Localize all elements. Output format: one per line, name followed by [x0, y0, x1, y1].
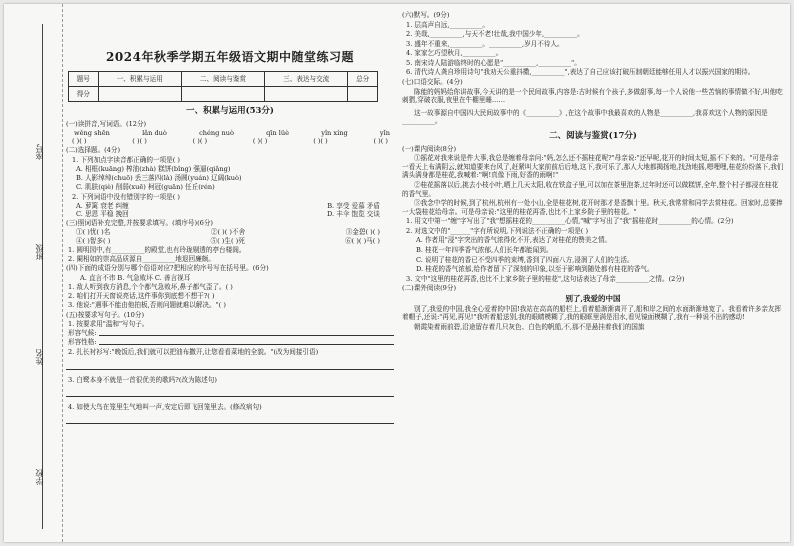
reading-1-q2-option: A. 作者用"浸"字突出的香气浓得化不开,表达了对桂花的赞美之情。: [416, 236, 612, 245]
q5-1-stem: 1. 按要求用"温和"写句子。: [68, 319, 149, 328]
q3-item[interactable]: ②( )( )不舍: [210, 228, 246, 237]
q2-1-stem: 1. 下列加点字读音都正确的一项是( ): [72, 155, 180, 164]
q3-item[interactable]: ⑤( )生( )死: [210, 236, 245, 245]
score-table: [68, 71, 378, 102]
score-row-label: 得分: [69, 87, 99, 102]
answer-box[interactable]: ( )( ): [72, 137, 87, 146]
q3-item[interactable]: ③金碧( )( ): [345, 228, 380, 237]
answer-line[interactable]: [66, 360, 394, 370]
score-header-cell: 二、阅读与鉴赏: [181, 72, 264, 87]
q3-item[interactable]: ⑥( )( )马( ): [345, 236, 380, 245]
q5-1a-row: [66, 329, 394, 337]
pinyin-item: lǎn duò: [142, 128, 167, 137]
q3-sentence: 2. 阑相如的崇高品质源自__________地退回廉颇。: [68, 255, 215, 264]
q4-sentence: 3. 他说:"遇事不能由他拍板,否则问题就难以解决。"( ): [68, 301, 226, 310]
class-label: 班级: [35, 244, 44, 260]
answer-box[interactable]: ( )( ): [252, 137, 268, 146]
q6-line: 2. 美哉,__________,与天不老!壮哉,我中国少年,__________。: [406, 30, 584, 39]
pinyin-item: yǐn: [379, 128, 390, 137]
pinyin-item: qīn lüè: [266, 128, 290, 137]
q5-4-stem: 4. 如使大鸟在笼里生气地叫一声,安定后即飞回笼里去。(修改病句): [68, 402, 262, 411]
q2-2-option: A. 萝篱 衰老 纠缠: [76, 201, 129, 210]
reading-1-title: (一)课内阅读(8分): [402, 144, 457, 153]
answer-box[interactable]: ( )( ): [313, 137, 328, 146]
reading-1-q2-option: C. 说明了桂花的香已不受四季的束缚,香到了四面八方,浸润了人们的生活。: [416, 255, 634, 264]
answer-box[interactable]: ( )( ): [132, 137, 147, 146]
reading-2-title: (二)课外阅读(9分): [402, 284, 457, 293]
section-1-title: 一、积累与运用(53分): [186, 106, 274, 116]
score-input-cell[interactable]: [265, 87, 348, 102]
q2-title: (二)选择题。(4分): [66, 146, 121, 155]
q3-title: (三)照词语补充完整,并按要求填写。(填序号)(6分): [66, 219, 214, 228]
q3-items-row: [66, 228, 394, 236]
score-header-cell: 三、表达与交流: [265, 72, 348, 87]
q6-line: 5. 南宋诗人陆游临终时的心愿是"__________,__________"。: [406, 58, 581, 67]
answer-box[interactable]: ( )( ): [192, 137, 208, 146]
answer-line[interactable]: [66, 414, 394, 424]
q7-title: (七)口语交际。(4分): [402, 77, 463, 86]
q5-1b-row: [66, 338, 394, 346]
reading-2-paragraph: 别了,我爱的中国,我全心爱着的中国!我站在高高的船栏上,看着船渐渐离开了,船和岸之间的水面渐渐地宽了。我看着许多亲友挥着帽子,还说:"再见,再见!"我听着船送别,我的眼睛模糊了,我的眼眶里满是泪水,看见镜面模糊了,我有一种说不出的感动!: [402, 304, 782, 322]
pinyin-item: yǐn xíng: [321, 128, 348, 137]
section-2-title: 二、阅读与鉴赏(17分): [549, 130, 637, 141]
q4-title: (四)下面的成语分别与哪个俗语对应?把相应的序号写在括号里。(6分): [66, 264, 269, 273]
q4-sentence: 1. 敌人听到我方消息,个个都气急败坏,鼻子都气歪了。( ): [68, 282, 233, 291]
q5-1a-label: 形容气候:: [68, 329, 97, 338]
q2-2-option: B. 享受 爱慕 矛盾: [327, 201, 380, 210]
answer-line[interactable]: [99, 329, 394, 336]
left-column: [66, 10, 394, 540]
score-input-cell[interactable]: [181, 87, 264, 102]
score-header-cell: 一、积累与运用: [98, 72, 181, 87]
q5-title: (五)按要求写句子。(10分): [66, 310, 145, 319]
q6-line: 6. 清代诗人龚自珍用诗句"我劝天公重抖擞,__________",表达了自己应该打破压制朝廷能够任用人才以振兴国家的期待。: [406, 68, 755, 77]
q7-paragraph: 这一故事源自中国四大民间故事中的《__________》,在这个故事中我最喜欢的人物是__________,我喜欢这个人物的原因是__________。: [402, 108, 768, 126]
q2-2-options-row: [66, 202, 394, 210]
q5-1b-label: 形容性格:: [68, 338, 97, 347]
q4-sentence: 2. 咱们打开天窗说亮话,这件事你到底想不想干?( ): [68, 292, 215, 301]
score-input-cell[interactable]: [348, 87, 378, 102]
seat-label: 座号: [35, 144, 44, 160]
q3-item[interactable]: ①( )忧( )名: [76, 228, 111, 237]
reading-2-story-title: 别了,我爱的中国: [565, 293, 621, 303]
q6-title: (六)默写。(9分): [402, 11, 450, 19]
name-label: 姓名: [35, 349, 44, 365]
q2-2-stem: 2. 下列词语中没有错别字的一项是( ): [72, 192, 180, 201]
reading-1-q3: 3. 文中"这里的桂花再香,也比不上家乡院子里的桂花",这句话表达了母亲__________之情。(2分): [406, 274, 685, 283]
pinyin-item: wěng shēn: [74, 128, 110, 137]
q3-sentence: 1. 圆明园中,有__________的殿堂,也有玲珑剔透的亭台楼阁。: [68, 245, 246, 254]
score-header-cell: 题号: [69, 72, 99, 87]
q2-2-options-row: [66, 210, 394, 218]
answer-line[interactable]: [99, 338, 394, 345]
binding-line: [42, 24, 43, 529]
q3-items-row: [66, 237, 394, 245]
school-label: 学校: [35, 469, 44, 485]
reading-2-paragraph: 朝霞染着雨前碧,沿途留存着几只灰色、白色的帆船,不,那不是悬挂着我们的国旗: [414, 322, 645, 331]
binding-margin: [4, 4, 63, 542]
q2-2-option: D. 丰伞 饱览 交谈: [327, 209, 380, 218]
q6-line: 4. 家家乞巧望秋月,__________。: [406, 49, 503, 58]
reading-1-q1: 1. 用文中第一"缠"字写出了"我"想摇桂花的__________心情,"喊"字写出了"我"摇桂花时__________的心情。(2分): [406, 217, 734, 226]
reading-1-paragraph: ②桂花摇落以后,挑去小枝小叶,晒上几天太阳,收在铁盒子里,可以加在茶里泡茶,过年时还可以做糕饼,全年,整个村子都浸在桂花的香气里。: [402, 181, 779, 198]
pinyin-item: chéng nuò: [199, 128, 234, 137]
q6-line: 3. 盛年不重来,__________。__________,岁月不待人。: [406, 39, 564, 48]
q2-1-option-b: B. 人影绰绰(chuō) 丢三落四(là) 汤圆(yuán) 辽阔(kuò): [76, 174, 242, 183]
pinyin-row: [66, 129, 394, 137]
reading-1-paragraph: ③我念中学的时候,到了杭州,杭州有一处小山,全是桂花树,花开时那才是香飘十里。秋天,我常常和同学去赏桂花。回家时,总要捧一大袋桂花给母亲。可是母亲说:"这里的桂花再香,也比不上家乡院子里的桂花。": [402, 199, 783, 216]
answer-box[interactable]: ( )( ): [373, 137, 388, 146]
pinyin-answer-row: [66, 137, 394, 145]
q5-3-stem: 3. 白鹭本身不就是一首很优美的歌吗?(改为陈述句): [68, 375, 217, 384]
right-column: [402, 10, 784, 540]
score-header-cell: 总分: [348, 72, 378, 87]
q5-2-stem: 2. 扎长衬衫写:"晚饭后,我们就可以把油布撒开,让您看看菜地的全貌。"(改为间接引语): [68, 348, 319, 357]
q2-1-option-c: C. 肌肤(qiè) 削弱(xuē) 柯冠(guān) 任丘(rén): [76, 183, 215, 192]
q6-line: 1. 层高声自远,__________。: [406, 20, 490, 29]
q3-item[interactable]: ④( )智多( ): [76, 236, 111, 245]
q4-options: A. 直言不讳 B. 气急败坏 C. 善言视耳: [80, 273, 191, 282]
score-input-cell[interactable]: [98, 87, 181, 102]
reading-1-q2-option: B. 桂花一年四季香气浓郁,人们长年都能闻到。: [416, 245, 553, 254]
q1-title: (一)读拼音,写词语。(12分): [66, 119, 147, 128]
reading-1-q2: 2. 对选文中的"______"字有所说明,下列说法不正确的一项是( ): [406, 226, 589, 235]
q7-paragraph: 陈能的妈妈给你讲故事,今天讲的是一个民间故事,内容是:古时候有个孩子,多做甜事,每一个人说他一些苦恼的事情做不好,叫他吃刺猬,穿破衣服,夜里在牛棚里睡……: [402, 87, 783, 105]
reading-1-q2-option: D. 桂花的香气浓郁,给作者留下了深刻的印象,以至于影响到随处都有桂花的香气。: [416, 265, 654, 274]
answer-line[interactable]: [66, 387, 394, 397]
q2-2-option: C. 思恩 平稳 挽回: [76, 209, 129, 218]
q2-1-option-a: A. 相框(kuāng) 榨油(zhà) 糕饼(bǐng) 强逼(qiǎng): [76, 164, 231, 173]
reading-1-paragraph: ①摇花对我来说是件大事,我总是缠着母亲问:"妈,怎么还不摇桂花呢?"母亲说:"还早呢,花开的时间太短,摇不下来的。"可是母亲一看天上布满阴云,就知道要来台风了,赶紧叫大家前前后后地,这下,我可乐了,那人大地都揭扬地,找劲地摇,嗯哩哩,桂花纷纷落下,我们满头满身都是桂花,我喊着:"啊!真像下雨,好香的雨啊!": [402, 154, 784, 180]
exam-title: 2024年秋季学期五年级语文期中随堂练习题: [106, 50, 354, 64]
exam-paper: [4, 4, 790, 542]
